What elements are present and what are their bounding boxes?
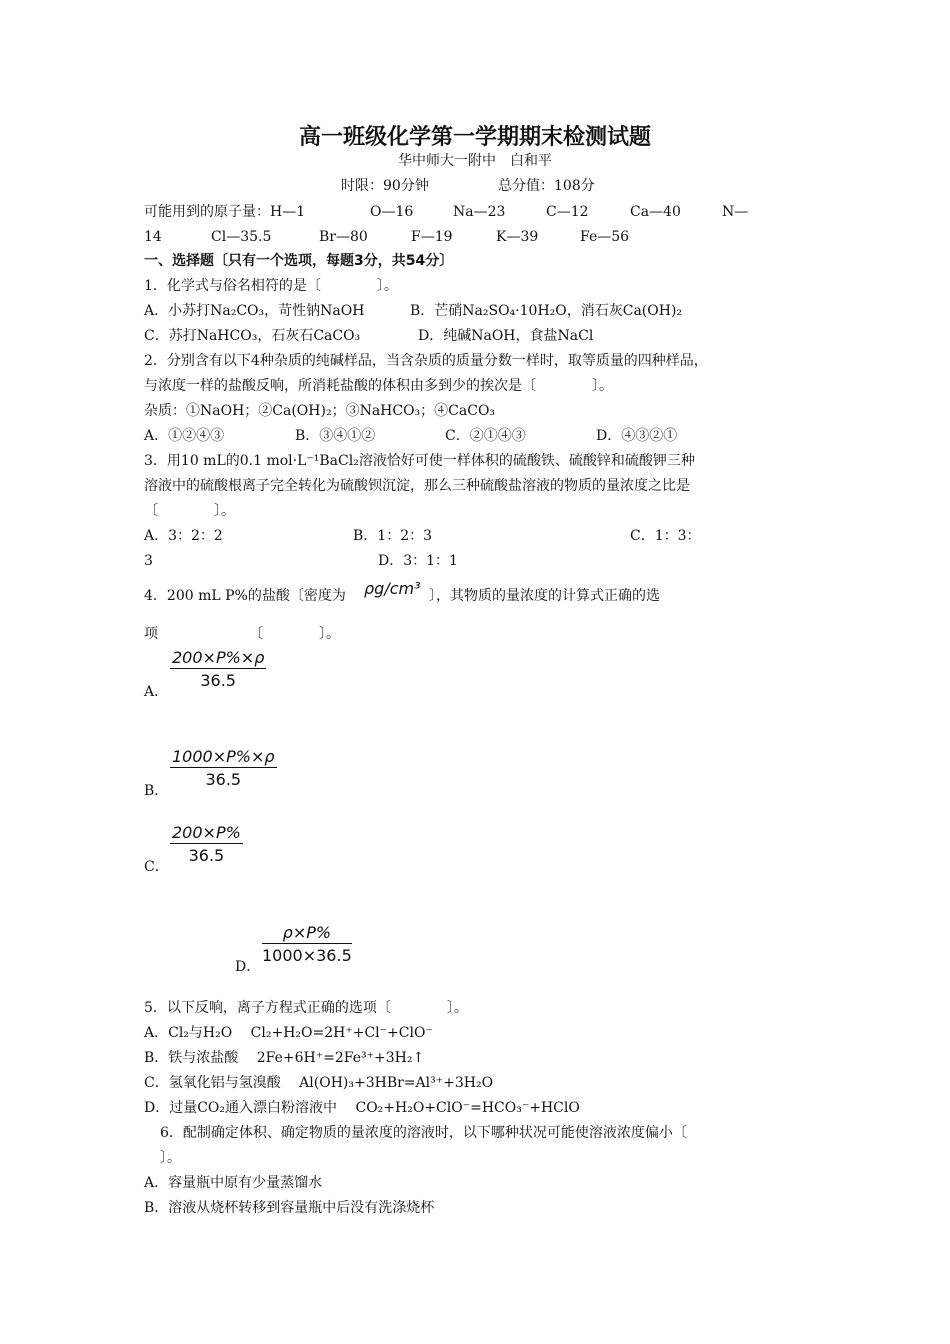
atomic-mass-item: Br—80: [319, 229, 368, 245]
question-2-stem-line2: 与浓度一样的盐酸反响，所消耗盐酸的体积由多到少的挨次是〔 〕。: [144, 378, 613, 394]
question-3-option-c-cont: 3: [144, 553, 153, 569]
question-3-stem-line1: 3．用10 mL的0.1 mol·L⁻¹BaCl₂溶液恰好可使一样体积的硫酸铁、硫酸锌和硫酸钾三种: [144, 453, 695, 469]
question-1-option-d: D．纯碱NaOH，食盐NaCl: [418, 328, 594, 344]
question-5-option-a: A．Cl₂与H₂O Cl₂+H₂O=2H⁺+Cl⁻+ClO⁻: [144, 1025, 433, 1041]
question-6-option-b: B．溶液从烧杯转移到容量瓶中后没有洗涤烧杯: [144, 1200, 435, 1216]
question-2-stem-line1: 2．分别含有以下4种杂质的纯碱样品，当含杂质的质量分数一样时，取等质量的四种样品，: [144, 353, 708, 369]
question-4-option-a-label: A．: [144, 684, 169, 700]
question-1-stem: 1．化学式与俗名相符的是〔 〕。: [144, 278, 398, 294]
page-title: 高一班级化学第一学期期末检测试题: [298, 125, 651, 150]
question-3-option-b: B．1：2：3: [353, 528, 433, 544]
question-3-option-a: A．3：2：2: [144, 528, 223, 544]
fraction-denominator: 36.5: [205, 770, 242, 789]
question-4-option-b-fraction: [170, 747, 277, 789]
question-3-stem-line2: 溶液中的硫酸根离子完全转化为硫酸钡沉淀，那么三种硫酸盐溶液的物质的量浓度之比是: [144, 478, 690, 494]
question-4-option-b-label: B．: [144, 783, 169, 799]
question-5-option-b: B．铁与浓盐酸 2Fe+6H⁺=2Fe³⁺+3H₂↑: [144, 1050, 425, 1066]
atomic-mass-item: Fe—56: [580, 229, 630, 245]
question-5-option-d: D．过量CO₂通入漂白粉溶液中 CO₂+H₂O+ClO⁻=HCO₃⁻+HClO: [144, 1100, 580, 1116]
atomic-mass-item: 14: [144, 229, 162, 245]
atomic-mass-item: F—19: [411, 229, 453, 245]
atomic-mass-item: C—12: [546, 204, 589, 220]
question-4-stem-a: 4．200 mL P%的盐酸〔密度为: [144, 588, 346, 604]
question-4-option-a-fraction: [170, 648, 266, 690]
question-4-option-c-label: C．: [144, 859, 169, 875]
atomic-mass-item: Na—23: [453, 204, 506, 220]
question-1-option-b: B．芒硝Na₂SO₄·10H₂O，消石灰Ca(OH)₂: [410, 303, 683, 319]
question-3-stem-line3: 〔 〕。: [144, 503, 235, 519]
question-2-option-b: B．③④①②: [295, 428, 376, 444]
question-5-stem: 5．以下反响，离子方程式正确的选项〔 〕。: [144, 1000, 468, 1016]
fraction-numerator: 200×P%: [172, 823, 241, 842]
question-4-option-d-fraction: [262, 923, 352, 965]
atomic-mass-item: H—1: [270, 204, 306, 220]
question-2-option-d: D．④③②①: [596, 428, 678, 444]
question-3-option-c: C．1：3：: [630, 528, 701, 544]
question-6-option-a: A．容量瓶中原有少量蒸馏水: [144, 1175, 323, 1191]
question-2-option-a: A．①②④③: [144, 428, 225, 444]
question-4-option-d-label: D．: [235, 959, 261, 975]
time-limit: 时限：90分钟: [341, 178, 429, 194]
question-6-stem-line2: 〕。: [160, 1150, 181, 1166]
atomic-mass-item: Ca—40: [630, 204, 681, 220]
total-score: 总分值：108分: [498, 178, 595, 194]
section-heading: 一、选择题〔只有一个选项，每题3分，共54分〕: [144, 253, 454, 269]
fraction-numerator: 200×P%×ρ: [172, 648, 265, 667]
school-author: 华中师大一附中 白和平: [398, 153, 552, 169]
question-6-stem-line1: 6．配制确定体积、确定物质的量浓度的溶液时，以下哪种状况可能使溶液浓度偏小〔: [160, 1125, 687, 1141]
atomic-mass-item: Cl—35.5: [211, 229, 272, 245]
atomic-mass-item: O—16: [370, 204, 414, 220]
question-4-stem-line2: 项 〔 〕。: [144, 626, 340, 642]
atomic-mass-item: N—: [722, 204, 749, 220]
question-2-impurities: 杂质：①NaOH；②Ca(OH)₂；③NaHCO₃；④CaCO₃: [144, 403, 496, 419]
fraction-numerator: 1000×P%×ρ: [172, 747, 275, 766]
question-3-option-d: D．3：1：1: [378, 553, 458, 569]
atomic-mass-prefix: 可能用到的原子量：: [144, 204, 270, 220]
question-4-option-c-fraction: [170, 823, 243, 865]
fraction-denominator: 1000×36.5: [262, 946, 352, 965]
atomic-mass-item: K—39: [496, 229, 539, 245]
question-5-option-c: C．氢氧化铝与氢溴酸 Al(OH)₃+3HBr=Al³⁺+3H₂O: [144, 1075, 494, 1091]
question-1-option-a: A．小苏打Na₂CO₃，苛性钠NaOH: [144, 303, 365, 319]
fraction-numerator: ρ×P%: [262, 923, 352, 944]
question-4-stem-b: 〕，其物质的量浓度的计算式正确的选: [429, 588, 660, 604]
fraction-denominator: 36.5: [200, 671, 236, 690]
density-unit: ρg/cm³: [364, 579, 421, 598]
fraction-denominator: 36.5: [188, 846, 225, 865]
question-2-option-c: C．②①④③: [445, 428, 526, 444]
question-1-option-c: C．苏打NaHCO₃，石灰石CaCO₃: [144, 328, 361, 344]
